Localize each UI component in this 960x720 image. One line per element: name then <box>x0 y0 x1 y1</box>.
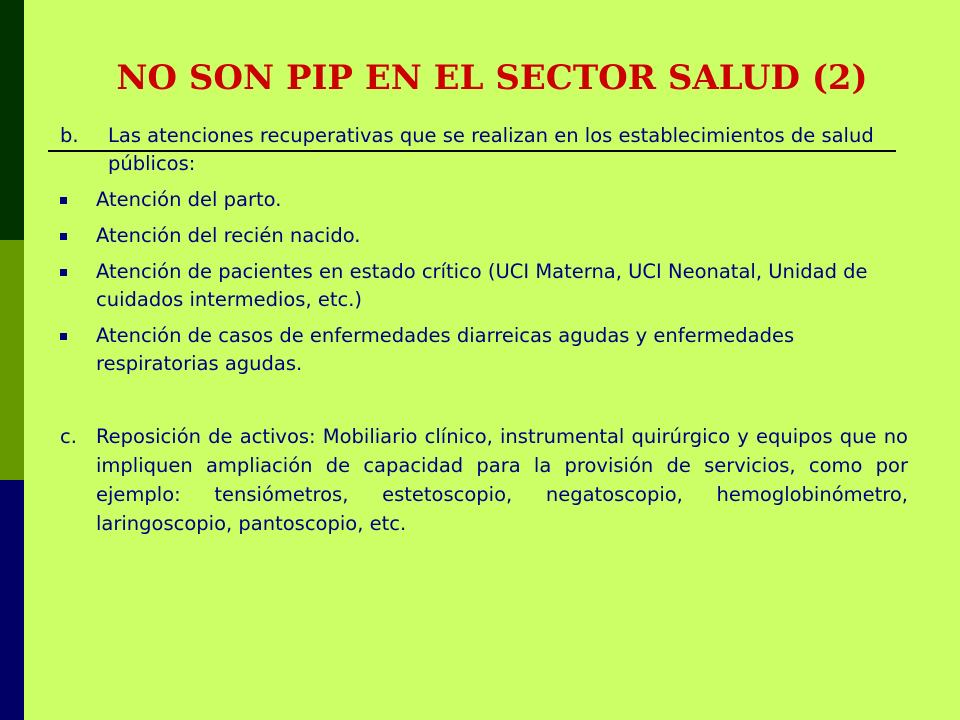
list-item-text: Atención de casos de enfermedades diarreicas agudas y enfermedades respiratorias agudas. <box>96 324 795 375</box>
list-item <box>60 186 908 214</box>
list-item-text: Atención del parto. <box>96 188 282 211</box>
square-bullet-icon <box>60 197 67 204</box>
item-c-marker: c. <box>60 425 77 448</box>
sidebar-decoration-top <box>0 0 24 240</box>
slide-body <box>60 122 908 558</box>
list-item <box>60 322 908 378</box>
square-bullet-icon <box>60 269 67 276</box>
list-item-text: Atención del recién nacido. <box>96 224 361 247</box>
list-item <box>60 258 908 314</box>
sidebar-decoration-middle <box>0 240 24 480</box>
list-item <box>60 222 908 250</box>
sidebar-decoration-bottom <box>0 480 24 720</box>
item-c-text: Reposición de activos: Mobiliario clínico, instrumental quirúrgico y equipos que no impliquen ampliación de capacidad para la provisión de servicios, como por ejemplo: tensiómetros, estetoscopio, negatoscopio, hemoglobinómetro, laringoscopio, pantoscopio, etc. <box>96 425 908 535</box>
item-b-text: Las atenciones recuperativas que se realizan en los establecimientos de salud públicos: <box>108 124 874 175</box>
item-c <box>60 422 908 538</box>
item-b-marker: b. <box>60 124 79 147</box>
list-item-text: Atención de pacientes en estado crítico (UCI Materna, UCI Neonatal, Unidad de cuidados intermedios, etc.) <box>96 260 868 311</box>
square-bullet-icon <box>60 333 67 340</box>
bullet-list <box>60 186 908 378</box>
item-b <box>60 122 908 178</box>
square-bullet-icon <box>60 233 67 240</box>
slide-title: NO SON PIP EN EL SECTOR SALUD (2) <box>116 58 868 98</box>
